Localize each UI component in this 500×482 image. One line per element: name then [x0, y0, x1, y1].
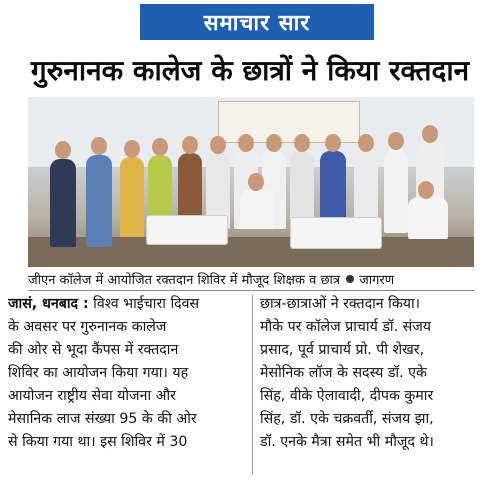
news-photo — [28, 97, 474, 267]
article-line: सिंह, डॉ. एके चक्रवर्ती, संजय झा, — [260, 411, 434, 427]
article-line: विश्व भाईचारा दिवस — [93, 296, 200, 312]
donor-bed — [146, 215, 228, 245]
headline: गुरुनानक कालेज के छात्रों ने किया रक्तदान — [30, 54, 470, 87]
article-line: आयोजन राष्ट्रीय सेवा योजना और — [8, 388, 176, 404]
article-line: के अवसर पर गुरुनानक कालेज — [8, 319, 167, 335]
article-line: प्रसाद, पूर्व प्राचार्य प्रो. पी शेखर, — [260, 342, 425, 358]
photo-caption — [28, 268, 474, 291]
dateline: जासं, धनबाद : — [8, 296, 89, 312]
section-banner: समाचार सार — [140, 4, 374, 40]
article-column-1 — [8, 293, 244, 454]
article-line: मौके पर कॉलेज प्राचार्य डॉ. संजय — [260, 319, 431, 335]
article-line: की ओर से भूदा कैंपस में रक्तदान — [8, 342, 179, 358]
article-column-2 — [260, 293, 496, 454]
article-line: छात्र-छात्राओं ने रक्तदान किया। — [260, 296, 421, 312]
article-line: से किया गया था। इस शिविर में 30 — [8, 434, 188, 450]
article-line: सिंह, वीके ऐलावादी, दीपक कुमार — [260, 388, 434, 404]
bullet-icon — [346, 275, 354, 283]
donor-bed — [290, 217, 382, 249]
photo-credit: जागरण — [359, 273, 395, 288]
column-divider — [252, 295, 253, 475]
article-line: मेसोनिक लॉज के सदस्य डॉ. एके — [260, 365, 427, 381]
article-line: शिविर का आयोजन किया गया। यह — [8, 365, 189, 381]
article-line: मेसानिक लाज संख्या 95 के की ओर — [8, 411, 197, 427]
article-line: डॉ. एनके मैत्रा समेत भी मौजूद थे। — [260, 434, 434, 450]
photo-caption-text: जीएन कॉलेज में आयोजित रक्तदान शिविर में मौजूद शिक्षक व छात्र — [28, 273, 341, 288]
